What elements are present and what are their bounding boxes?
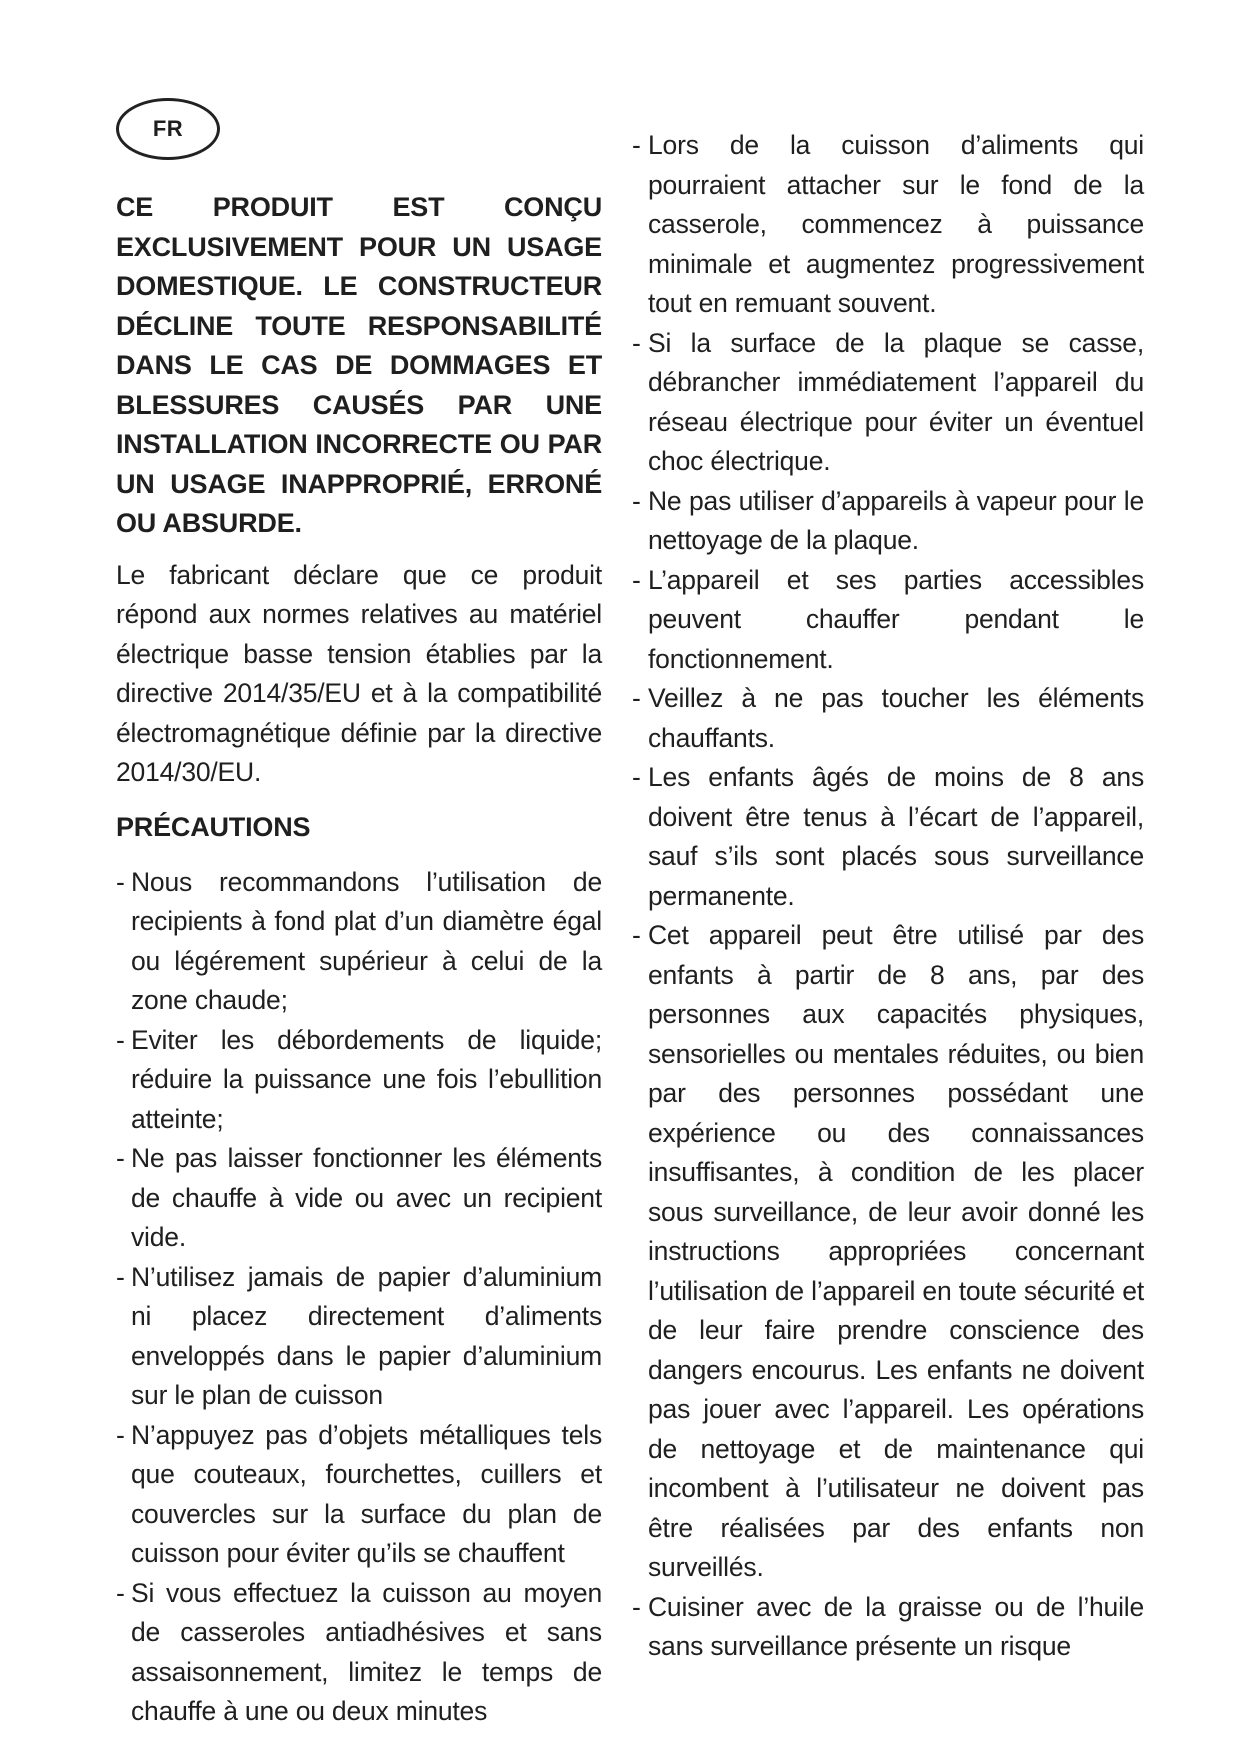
list-item — [116, 1416, 602, 1574]
right-column — [632, 126, 1144, 1667]
language-code: FR — [152, 116, 184, 141]
list-item — [116, 863, 602, 1021]
list-item — [116, 1258, 602, 1416]
list-item — [632, 482, 1144, 561]
list-item-text: N’appuyez pas d’objets métalliques tels que couteaux, fourchettes, cuillers et couvercles sur la surface du plan de cuisson pour éviter qu’ils se chauffent — [131, 1419, 602, 1568]
precautions-list-right — [632, 126, 1144, 1667]
bullet-dash: - — [632, 762, 641, 792]
bullet-dash: - — [632, 130, 641, 160]
list-item — [632, 126, 1144, 324]
bullet-dash: - — [116, 1024, 125, 1055]
list-item-text: N’utilisez jamais de papier d’aluminium ni placez directement d’aliments enveloppés dans le papier d’aluminium sur le plan de cuisson — [131, 1261, 602, 1410]
bullet-dash: - — [116, 1577, 125, 1608]
list-item-text: Si vous effectuez la cuisson au moyen de casseroles antiadhésives et sans assaisonnement, limitez le temps de chauffe à une ou deux minutes — [131, 1577, 602, 1726]
bullet-dash: - — [116, 1419, 125, 1450]
list-item — [632, 916, 1144, 1588]
precautions-list-left — [116, 863, 602, 1732]
bullet-dash: - — [632, 920, 641, 950]
bullet-dash: - — [116, 1261, 125, 1292]
list-item-text: Eviter les débordements de liquide; réduire la puissance une fois l’ebullition atteinte; — [131, 1024, 602, 1134]
list-item-text: Nous recommandons l’utilisation de recipients à fond plat d’un diamètre égal ou légérement supérieur à celui de la zone chaude; — [131, 866, 602, 1015]
list-item-text: Les enfants âgés de moins de 8 ans doivent être tenus à l’écart de l’appareil, sauf s’ils sont placés sous surveillance permanente. — [648, 762, 1144, 911]
left-column — [116, 188, 602, 1732]
list-item — [632, 561, 1144, 680]
bullet-dash: - — [632, 485, 641, 516]
list-item — [116, 1574, 602, 1732]
list-item-text: Ne pas laisser fonctionner les éléments de chauffe à vide ou avec un recipient vide. — [131, 1143, 602, 1252]
list-item — [632, 679, 1144, 758]
bullet-dash: - — [632, 1591, 641, 1622]
list-item-text: Ne pas utiliser d’appareils à vapeur pour le nettoyage de la plaque. — [648, 485, 1144, 555]
list-item-text: Lors de la cuisson d’aliments qui pourraient attacher sur le fond de la casserole, commencez à puissance minimale et augmentez progressivement tout en remuant souvent. — [648, 130, 1144, 318]
list-item-text: Si la surface de la plaque se casse, débrancher immédiatement l’appareil du réseau électrique pour éviter un éventuel choc électrique. — [648, 327, 1144, 476]
list-item-text: Cet appareil peut être utilisé par des enfants à partir de 8 ans, par des personnes aux capacités physiques, sensorielles ou mentales réduites, ou bien par des personnes possédant une expérience ou des connaissances insuffisantes, à condition de les placer sous surveillance, de leur avoir donné les instructions appropriées concernant l’utilisation de l’appareil en toute sécurité et de leur faire prendre conscience des dangers encourus. Les enfants ne doivent pas jouer avec l’appareil. Les opérations de nettoyage et de maintenance qui incombent à l’utilisateur ne doivent pas être réalisées par des enfants non surveillés. — [648, 920, 1144, 1582]
list-item-text: Veillez à ne pas toucher les éléments chauffants. — [648, 683, 1144, 753]
bullet-dash: - — [632, 564, 641, 595]
list-item — [632, 324, 1144, 482]
domestic-use-warning: CE PRODUIT EST CONÇU EXCLUSIVEMENT POUR UN USAGE DOMESTIQUE. LE CONSTRUCTEUR DÉCLINE TOUTE RESPONSABILITÉ DANS LE CAS DE DOMMAGES ET BLESSURES CAUSÉS PAR UNE INSTALLATION INCORRECTE OU PAR UN USAGE INAPPROPRIÉ, ERRONÉ OU ABSURDE. — [116, 192, 602, 538]
bullet-dash: - — [632, 683, 641, 713]
list-item — [116, 1139, 602, 1258]
list-item-text: Cuisiner avec de la graisse ou de l’huile sans surveillance présente un risque — [648, 1591, 1144, 1661]
list-item — [632, 1588, 1144, 1667]
list-item — [632, 758, 1144, 916]
bullet-dash: - — [632, 327, 641, 358]
language-badge — [116, 98, 220, 160]
list-item-text: L’appareil et ses parties accessibles peuvent chauffer pendant le fonctionnement. — [648, 564, 1144, 674]
precautions-heading: PRÉCAUTIONS — [116, 811, 311, 842]
list-item — [116, 1021, 602, 1140]
bullet-dash: - — [116, 1143, 125, 1173]
conformity-declaration: Le fabricant déclare que ce produit répond aux normes relatives au matériel électrique basse tension établies par la directive 2014/35/EU et à la compatibilité électromagnétique définie par la directive 2014/30/EU. — [116, 559, 602, 787]
bullet-dash: - — [116, 866, 125, 897]
